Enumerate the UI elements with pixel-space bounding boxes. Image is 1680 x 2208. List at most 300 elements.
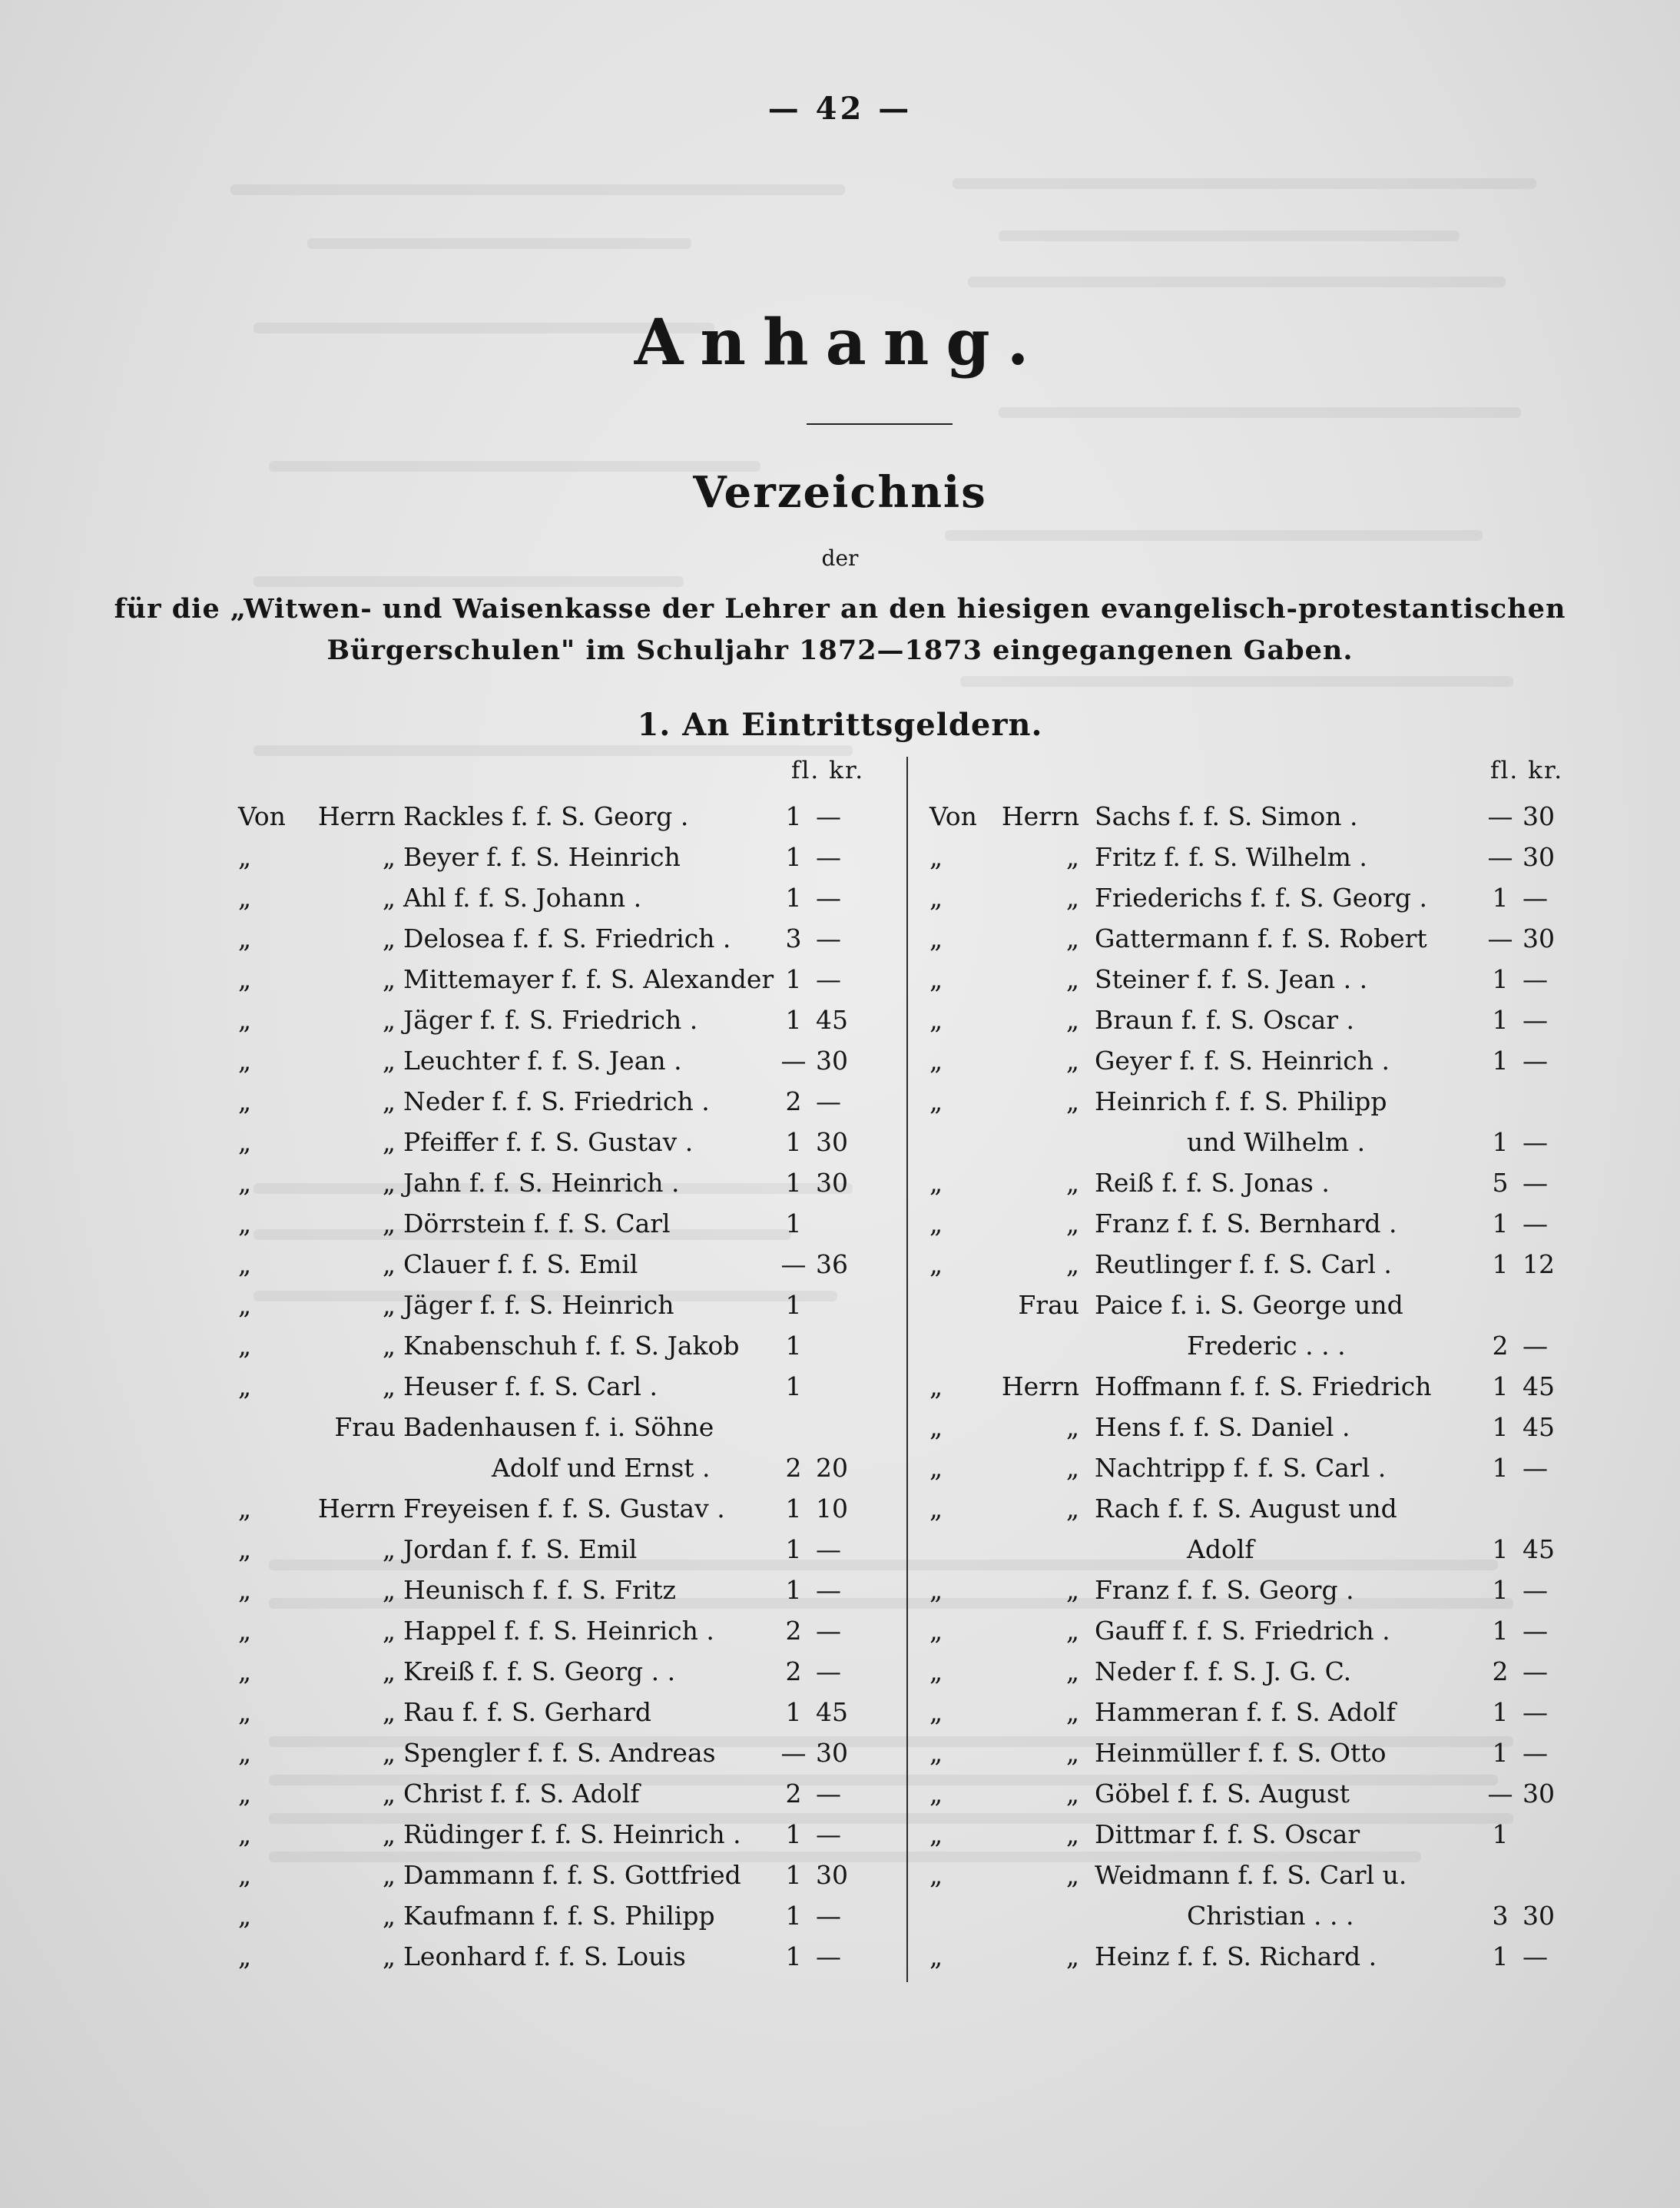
donation-entry [238,1732,903,1773]
entry-name: Heuser f. f. S. Carl . [403,1371,658,1401]
entry-gulden: 3 [785,923,802,953]
entry-name: Kaufmann f. f. S. Philipp [403,1901,715,1931]
entry-title: „ [382,1168,396,1198]
entry-name: Paice f. i. S. George und [1095,1290,1403,1320]
entry-prefix: „ [238,1575,252,1605]
entry-kreuzer: — [1523,1127,1548,1157]
entry-kreuzer: — [816,801,841,831]
entry-name: Beyer f. f. S. Heinrich [403,842,681,872]
entry-gulden: 2 [1492,1331,1509,1361]
donation-entry [929,1855,1563,1895]
entry-title: „ [1065,1086,1079,1116]
donation-entry [929,1651,1563,1692]
description-line-1: für die „Witwen- und Waisenkasse der Lehrer an den hiesigen evangelisch-protestantischen [114,593,1566,625]
entry-title: „ [382,1697,396,1727]
entry-gulden: 1 [1492,1697,1509,1727]
entry-name: Weidmann f. f. S. Carl u. [1095,1860,1407,1890]
donation-entry [238,1081,903,1122]
subheading: Verzeichnis [693,467,987,518]
entry-kreuzer: — [1523,1697,1548,1727]
entry-title: „ [1065,1697,1079,1727]
entry-kreuzer: 30 [816,1127,848,1157]
entry-title: „ [382,1941,396,1971]
donation-entry [929,918,1563,959]
entry-prefix: „ [238,1046,252,1076]
entry-prefix: „ [929,1005,943,1035]
entry-name: Göbel f. f. S. August [1095,1779,1350,1809]
entry-prefix: „ [238,1127,252,1157]
entry-title: „ [382,1656,396,1686]
entry-name: Pfeiffer f. f. S. Gustav . [403,1127,694,1157]
entry-name: Fritz f. f. S. Wilhelm . [1095,842,1367,872]
entry-name: Rüdinger f. f. S. Heinrich . [403,1819,741,1849]
entry-title: „ [1065,923,1079,953]
entry-title: „ [382,1779,396,1809]
donation-entry [238,1895,903,1936]
entry-name: Gauff f. f. S. Friedrich . [1095,1616,1390,1646]
description-line-2: Bürgerschulen" im Schuljahr 1872—1873 eingegangenen Gaben. [326,635,1354,666]
entries-left-column [238,796,903,1977]
entry-gulden: 1 [1492,1412,1509,1442]
entry-name: Jordan f. f. S. Emil [403,1534,638,1564]
donation-entry [929,1773,1563,1814]
donation-entry [238,1000,903,1040]
entry-name: Neder f. f. S. J. G. C. [1095,1656,1352,1686]
entry-kreuzer: 36 [816,1249,848,1279]
donation-entry [238,877,903,918]
entry-kreuzer: — [816,1779,841,1809]
entry-kreuzer: 45 [816,1005,848,1035]
donation-entry [238,1692,903,1732]
heading: Anhang. [634,306,1046,380]
entry-kreuzer: 30 [816,1738,848,1768]
entry-gulden: 5 [1492,1168,1509,1198]
donation-entry [929,1447,1563,1488]
entry-name: Frederic . . . [1187,1331,1346,1361]
entry-kreuzer: — [1523,1616,1548,1646]
entry-name: Heinrich f. f. S. Philipp [1095,1086,1387,1116]
heading-rule [807,423,953,425]
entry-title: „ [1065,1656,1079,1686]
entry-name: Leonhard f. f. S. Louis [403,1941,686,1971]
donation-entry [238,1529,903,1570]
entry-name: Badenhausen f. i. Söhne [403,1412,714,1442]
entry-gulden: 1 [785,1005,802,1035]
entry-prefix: „ [238,1494,252,1523]
entry-prefix: „ [929,883,943,913]
entry-title: „ [1065,842,1079,872]
entry-kreuzer: — [816,842,841,872]
donation-entry [929,1488,1563,1529]
entry-title: „ [382,1860,396,1890]
entry-kreuzer: — [816,964,841,994]
entry-name: Mittemayer f. f. S. Alexander [403,964,774,994]
entry-kreuzer: 10 [816,1494,848,1523]
connector-word: der [821,545,859,571]
donation-entry [238,1366,903,1407]
entry-kreuzer: — [1523,1453,1548,1483]
entry-kreuzer: — [1523,1941,1548,1971]
donation-entry [238,1203,903,1244]
entry-gulden: 1 [1492,1371,1509,1401]
entry-title: „ [1065,1616,1079,1646]
entry-title: Herrn [1001,801,1079,831]
donation-entry [929,1895,1563,1936]
entry-prefix: „ [929,1656,943,1686]
entry-title: Herrn [317,1494,396,1523]
entry-prefix: „ [929,1779,943,1809]
entry-title: „ [1065,964,1079,994]
entry-kreuzer: 30 [816,1860,848,1890]
donation-entry [929,1203,1563,1244]
entry-prefix: „ [238,1819,252,1849]
donation-entry [238,1570,903,1610]
entry-name: Leuchter f. f. S. Jean . [403,1046,682,1076]
entry-name: Braun f. f. S. Oscar . [1095,1005,1355,1035]
donation-entry [929,1407,1563,1447]
entry-kreuzer: — [816,1086,841,1116]
donation-entry [929,1692,1563,1732]
entry-prefix: „ [929,842,943,872]
entry-title: „ [382,923,396,953]
entry-gulden: — [1487,923,1513,953]
entry-title: „ [382,1901,396,1931]
entry-title: „ [382,1819,396,1849]
entry-prefix: „ [238,1290,252,1320]
donation-entry [238,1855,903,1895]
entry-gulden: 1 [1492,1534,1509,1564]
entry-kreuzer: — [816,1901,841,1931]
entry-prefix: Von [238,801,286,831]
currency-header-right: fl. kr. [1490,757,1564,784]
entry-title: „ [1065,1860,1079,1890]
entry-name: Jahn f. f. S. Heinrich . [403,1168,680,1198]
donation-entry [929,1529,1563,1570]
entry-name: Clauer f. f. S. Emil [403,1249,638,1279]
entry-name: Gattermann f. f. S. Robert [1095,923,1427,953]
entry-gulden: 1 [785,883,802,913]
entry-gulden: 1 [1492,1616,1509,1646]
donation-entry [929,1081,1563,1122]
entry-name: Christ f. f. S. Adolf [403,1779,640,1809]
entry-prefix: „ [238,923,252,953]
entry-gulden: 1 [785,1168,802,1198]
entry-kreuzer: — [1523,1331,1548,1361]
entry-gulden: 2 [785,1616,802,1646]
entry-prefix: „ [929,1819,943,1849]
entry-prefix: „ [238,1779,252,1809]
entry-gulden: 1 [1492,1127,1509,1157]
entry-name: Jäger f. f. S. Heinrich [403,1290,674,1320]
entry-title: „ [382,1534,396,1564]
entry-prefix: „ [238,1656,252,1686]
donation-entry [238,1122,903,1162]
entry-prefix: „ [929,1494,943,1523]
entry-name: Neder f. f. S. Friedrich . [403,1086,710,1116]
entry-prefix: „ [929,1046,943,1076]
entry-name: Jäger f. f. S. Friedrich . [403,1005,698,1035]
entry-kreuzer: 45 [816,1697,848,1727]
entry-title: „ [1065,1005,1079,1035]
entries-right-column [929,796,1563,1977]
donation-entry [238,1936,903,1977]
entry-kreuzer: — [816,1941,841,1971]
entry-kreuzer: 30 [1523,842,1555,872]
entry-gulden: 1 [785,1331,802,1361]
entry-prefix: „ [238,1860,252,1890]
entry-title: „ [382,1127,396,1157]
entry-kreuzer: 30 [816,1168,848,1198]
entry-kreuzer: — [1523,1656,1548,1686]
donation-entry [929,796,1563,837]
entry-prefix: „ [238,1697,252,1727]
entry-name: Reutlinger f. f. S. Carl . [1095,1249,1392,1279]
entry-prefix: „ [929,1208,943,1238]
entry-name: Hammeran f. f. S. Adolf [1095,1697,1396,1727]
entry-title: „ [382,964,396,994]
entry-name: Friederichs f. f. S. Georg . [1095,883,1427,913]
entry-kreuzer: — [816,1534,841,1564]
entry-title: „ [1065,1412,1079,1442]
entry-title: „ [382,1086,396,1116]
donation-entry [929,1936,1563,1977]
entry-prefix: „ [929,1168,943,1198]
entry-prefix: „ [238,1901,252,1931]
entry-name: Nachtripp f. f. S. Carl . [1095,1453,1387,1483]
entry-kreuzer: — [1523,1046,1548,1076]
entry-prefix: „ [929,1860,943,1890]
donation-entry [238,837,903,877]
donation-entry [929,1285,1563,1325]
entry-name: Kreiß f. f. S. Georg . . [403,1656,676,1686]
donation-entry [929,1732,1563,1773]
entry-name: Heinmüller f. f. S. Otto [1095,1738,1387,1768]
entry-prefix: „ [929,1371,943,1401]
donation-entry [238,959,903,1000]
entry-title: „ [1065,1819,1079,1849]
entry-kreuzer: 30 [1523,923,1555,953]
entry-gulden: 1 [785,1494,802,1523]
entry-name: Adolf [1187,1534,1254,1564]
entry-gulden: 1 [785,1901,802,1931]
entry-prefix: „ [929,1086,943,1116]
entry-prefix: „ [929,923,943,953]
entry-gulden: 1 [785,1371,802,1401]
entry-prefix: „ [929,1575,943,1605]
entry-title: „ [1065,1941,1079,1971]
entry-prefix: „ [238,1616,252,1646]
entry-name: Rach f. f. S. August und [1095,1494,1397,1523]
entry-gulden: — [780,1738,807,1768]
donation-entry [238,1814,903,1855]
donation-entry [929,1570,1563,1610]
entry-gulden: 1 [785,1941,802,1971]
entry-gulden: 1 [1492,1249,1509,1279]
entry-name: Adolf und Ernst . [492,1453,711,1483]
entry-gulden: 1 [1492,1575,1509,1605]
entry-prefix: „ [238,842,252,872]
entry-gulden: 2 [785,1453,802,1483]
entry-name: Ahl f. f. S. Johann . [403,883,642,913]
entry-kreuzer: 45 [1523,1371,1555,1401]
entry-prefix: „ [238,1738,252,1768]
entry-gulden: 1 [1492,1208,1509,1238]
entry-kreuzer: — [1523,1575,1548,1605]
entry-title: „ [382,883,396,913]
donation-entry [929,1244,1563,1285]
donation-entry [929,1325,1563,1366]
donation-entry [238,1447,903,1488]
entry-gulden: — [1487,801,1513,831]
entry-kreuzer: — [816,1575,841,1605]
entry-kreuzer: 12 [1523,1249,1555,1279]
entry-gulden: 1 [1492,1005,1509,1035]
entry-title: „ [1065,1494,1079,1523]
entry-kreuzer: — [816,883,841,913]
entry-gulden: 1 [1492,1941,1509,1971]
entry-prefix: „ [929,1412,943,1442]
entry-gulden: 1 [785,1860,802,1890]
entry-prefix: „ [238,1249,252,1279]
entry-title: „ [382,1575,396,1605]
entry-gulden: 1 [785,964,802,994]
entry-title: Frau [334,1412,396,1442]
entry-kreuzer: 30 [1523,801,1555,831]
entry-name: Franz f. f. S. Bernhard . [1095,1208,1397,1238]
section-title: 1. An Eintrittsgeldern. [637,707,1043,743]
donation-entry [929,1162,1563,1203]
entry-name: Heinz f. f. S. Richard . [1095,1941,1377,1971]
entry-kreuzer: — [1523,1005,1548,1035]
entry-title: „ [1065,883,1079,913]
entry-name: Steiner f. f. S. Jean . . [1095,964,1368,994]
entry-name: Happel f. f. S. Heinrich . [403,1616,714,1646]
entry-title: Frau [1018,1290,1079,1320]
entry-gulden: 1 [785,1819,802,1849]
entry-gulden: 1 [785,1575,802,1605]
entry-gulden: 2 [785,1656,802,1686]
currency-header-left: fl. kr. [791,757,865,784]
entry-gulden: 3 [1492,1901,1509,1931]
entry-kreuzer: — [816,1616,841,1646]
donation-entry [238,1651,903,1692]
donation-entry [929,1366,1563,1407]
entry-gulden: 1 [785,1697,802,1727]
donation-entry [238,1325,903,1366]
entry-title: „ [382,1738,396,1768]
entry-name: Dörrstein f. f. S. Carl [403,1208,671,1238]
entry-kreuzer: — [1523,964,1548,994]
entry-title: „ [1065,1046,1079,1076]
entry-name: Delosea f. f. S. Friedrich . [403,923,731,953]
entry-title: „ [382,1005,396,1035]
entry-prefix: „ [929,1453,943,1483]
entry-title: „ [382,1616,396,1646]
donation-entry [929,1610,1563,1651]
entry-gulden: — [1487,1779,1513,1809]
entry-prefix: „ [238,1086,252,1116]
donation-entry [929,837,1563,877]
entry-prefix: „ [238,1208,252,1238]
donation-entry [929,1000,1563,1040]
entry-prefix: „ [929,1616,943,1646]
entry-title: „ [382,1290,396,1320]
entry-gulden: 1 [1492,1738,1509,1768]
entry-prefix: „ [238,883,252,913]
entry-kreuzer: 20 [816,1453,848,1483]
entry-gulden: 1 [1492,883,1509,913]
entry-title: „ [382,1331,396,1361]
entry-prefix: „ [238,1168,252,1198]
entry-kreuzer: 45 [1523,1412,1555,1442]
entry-name: Hoffmann f. f. S. Friedrich [1095,1371,1432,1401]
entry-kreuzer: 30 [816,1046,848,1076]
donation-entry [929,1814,1563,1855]
entry-prefix: „ [238,964,252,994]
entry-prefix: „ [929,1249,943,1279]
entry-gulden: 1 [785,1290,802,1320]
entry-prefix: „ [238,1941,252,1971]
entry-name: Freyeisen f. f. S. Gustav . [403,1494,725,1523]
entry-prefix: Von [929,801,977,831]
entry-title: „ [1065,1575,1079,1605]
entry-name: Christian . . . [1187,1901,1354,1931]
donation-entry [929,959,1563,1000]
entry-title: „ [382,1249,396,1279]
entry-kreuzer: — [1523,1208,1548,1238]
donation-entry [238,796,903,837]
entry-prefix: „ [238,1331,252,1361]
entry-title: „ [1065,1779,1079,1809]
entry-prefix: „ [929,1697,943,1727]
entry-name: und Wilhelm . [1187,1127,1366,1157]
entry-gulden: 2 [785,1086,802,1116]
entry-name: Rau f. f. S. Gerhard [403,1697,651,1727]
entry-name: Rackles f. f. S. Georg . [403,801,689,831]
entry-name: Spengler f. f. S. Andreas [403,1738,716,1768]
entry-prefix: „ [929,1941,943,1971]
entry-title: „ [382,1371,396,1401]
entry-name: Hens f. f. S. Daniel . [1095,1412,1350,1442]
donation-entry [238,1488,903,1529]
entry-kreuzer: 30 [1523,1779,1555,1809]
entry-gulden: 1 [1492,1819,1509,1849]
entry-gulden: 1 [785,842,802,872]
entry-kreuzer: — [816,1656,841,1686]
donation-entry [929,877,1563,918]
entry-gulden: 2 [1492,1656,1509,1686]
donation-entry [238,1773,903,1814]
entry-gulden: 1 [785,1534,802,1564]
entry-gulden: 1 [785,1127,802,1157]
entry-gulden: 2 [785,1779,802,1809]
entry-title: „ [1065,1738,1079,1768]
entry-kreuzer: — [1523,1168,1548,1198]
entry-kreuzer: — [1523,883,1548,913]
entry-gulden: 1 [1492,1453,1509,1483]
entry-name: Dittmar f. f. S. Oscar [1095,1819,1360,1849]
donation-entry [238,1244,903,1285]
entry-kreuzer: — [816,1819,841,1849]
donation-entry [238,1040,903,1081]
donation-entry [238,1610,903,1651]
donation-entry [238,1285,903,1325]
entry-title: „ [382,1046,396,1076]
entry-gulden: 1 [1492,1046,1509,1076]
donation-entry [238,1162,903,1203]
entry-title: „ [1065,1208,1079,1238]
entry-name: Knabenschuh f. f. S. Jakob [403,1331,740,1361]
